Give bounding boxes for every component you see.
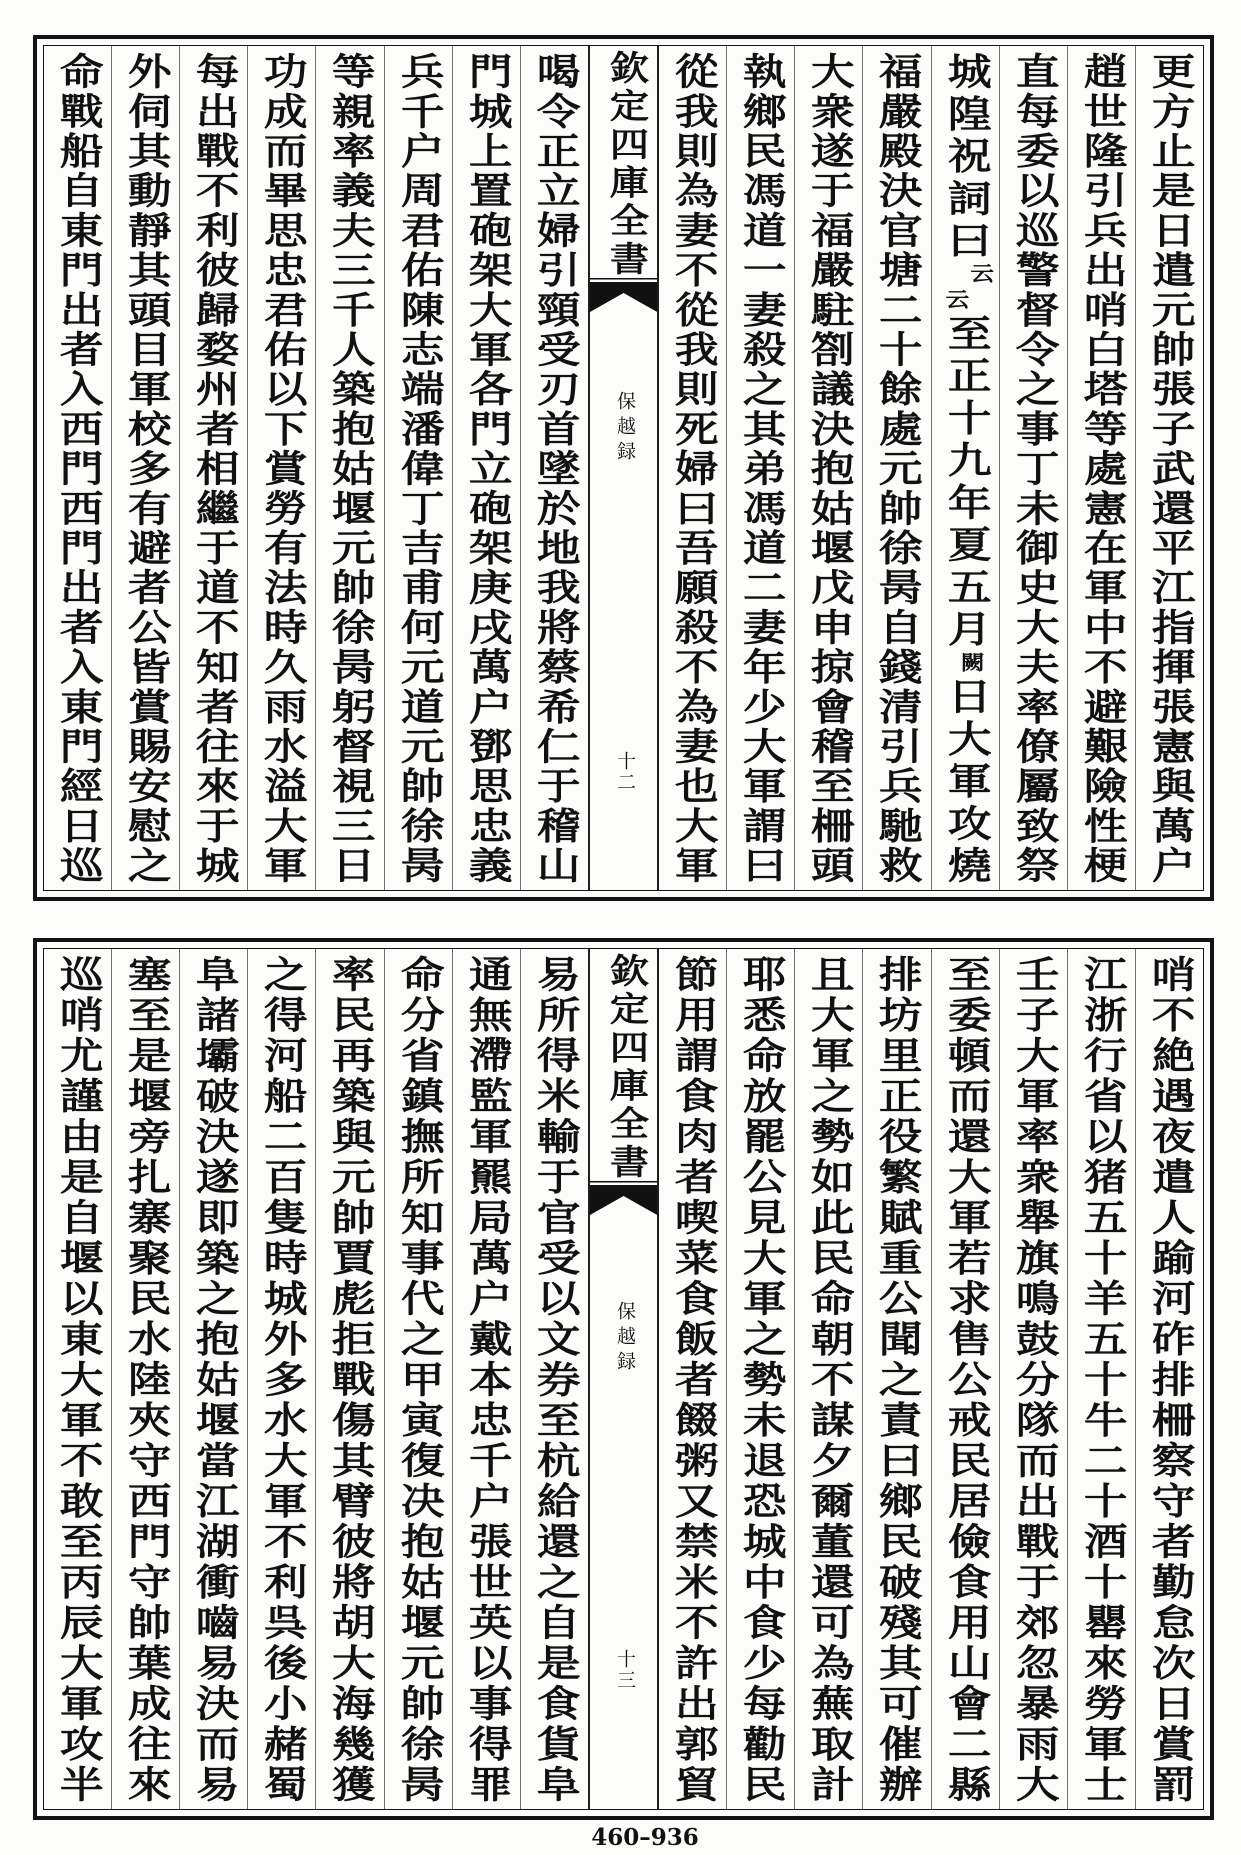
text-column [794, 949, 862, 1809]
column-text: 塞至是堰旁扎寨聚民水陸夾守西門守帥葉成往來 [120, 955, 173, 1803]
text-column [520, 949, 588, 1809]
column-text: 兵千户周君佑陳志端潘偉丁吉甫何元道元帥徐昺 [392, 52, 445, 884]
column-text: 江浙行省以猪五十羊五十牛二十酒十罌來勞軍士 [1076, 955, 1128, 1803]
text-column [452, 46, 520, 890]
column-text: 命分省鎮撫所知事代之甲寅復决抱姑堰元帥徐昺 [392, 955, 445, 1803]
column-grid [43, 45, 1204, 891]
column-text: 耶悉命放罷公見大軍之勢未退恐城中食少每勸民 [735, 955, 788, 1803]
fishtail-icon [590, 1181, 657, 1217]
text-column [726, 949, 794, 1809]
column-grid [43, 948, 1204, 1810]
text-column [111, 46, 179, 890]
fishtail-icon [590, 278, 657, 314]
text-column [862, 949, 930, 1809]
text-column [247, 949, 315, 1809]
column-text: 哨不絶遇夜遣人踰河砟排柵察守者勤怠次日賞罰 [1144, 955, 1197, 1803]
column-text: 阜諸壩破決遂即築之抱姑堰當江湖衝嚙易決而易 [188, 955, 241, 1803]
series-title: 欽定四庫全書 [602, 50, 649, 276]
folio-number: 十三 [614, 1649, 636, 1691]
text-column [931, 949, 999, 1809]
text-column [179, 46, 247, 890]
column-text: 每出戰不利彼歸婺州者相繼于道不知者往來于城 [188, 52, 241, 884]
column-text: 易所得米輸于官受以文券至杭給還之自是食貨阜 [529, 955, 581, 1803]
text-column [657, 46, 726, 890]
text-column [520, 46, 588, 890]
text-column [794, 46, 862, 890]
annotation-note: 云 [965, 263, 995, 289]
text-column [384, 46, 452, 890]
text-column [862, 46, 930, 890]
center-column [588, 949, 657, 1809]
column-text: 通無滯監軍羆局萬户戴本忠千户張世英以事得罪 [460, 955, 513, 1803]
column-text: 壬子大軍率衆舉旗鳴鼓分隊而出戰于郊忽暴雨大 [1007, 955, 1060, 1803]
text-column [931, 46, 999, 890]
text-column [999, 949, 1067, 1809]
column-text [931, 52, 999, 884]
column-text: 喝令正立婦引頸受刃首墜於地我將蔡希仁于稽山 [529, 52, 581, 884]
text-column [111, 949, 179, 1809]
text-column [1067, 949, 1135, 1809]
column-text: 外伺其動靜其頭目軍校多有避者公皆賞賜安慰之 [120, 52, 173, 884]
book-title: 保越録 [614, 1301, 636, 1376]
column-text: 執鄉民馮道一妻殺之其弟馮道二妻年少大軍謂曰 [735, 52, 788, 884]
column-text-segment: 日大軍攻燒 [939, 677, 992, 884]
page-number: 460–936 [591, 1824, 699, 1851]
column-text: 福嚴殿決官塘二十餘處元帥徐昺自錢清引兵馳救 [871, 52, 924, 884]
text-column [44, 46, 111, 890]
fishtail-ornament [590, 278, 657, 314]
text-column [247, 46, 315, 890]
folio-number: 十二 [614, 751, 636, 793]
text-column [44, 949, 111, 1809]
column-text: 直每委以巡警督令之事丁未御史大夫率僚屬致祭 [1007, 52, 1060, 884]
text-column [179, 949, 247, 1809]
column-text: 排坊里正役繁賦重公聞之責曰鄉民破殘其可催辦 [871, 955, 924, 1803]
column-text: 巡哨尤謹由是自堰以東大軍不敢至丙辰大軍攻半 [52, 955, 105, 1803]
column-text: 之得河船二百隻時城外多水大軍不利呉後小赭蜀 [256, 955, 309, 1803]
fishtail-ornament [590, 1181, 657, 1217]
center-column [588, 46, 657, 890]
text-column [999, 46, 1067, 890]
page-frame-top [33, 35, 1214, 901]
page-frame-bottom [33, 938, 1214, 1820]
column-text: 功成而畢思忠君佑以下賞勞有法時久雨水溢大軍 [256, 52, 309, 884]
series-title: 欽定四庫全書 [602, 953, 649, 1179]
column-text: 等親率義夫三千人築抱姑堰元帥徐昺躬督視三日 [324, 52, 377, 884]
text-column [657, 949, 726, 1809]
column-text: 節用謂食肉者喫菜食飯者餟粥又禁米不許出郭貿 [667, 955, 720, 1803]
column-text-segment: 城隍祝詞曰 [939, 52, 992, 264]
column-text: 門城上置砲架大軍各門立砲架庚戌萬户鄧思忠義 [460, 52, 513, 884]
column-text: 從我則為妻不從我則死婦曰吾願殺不為妻也大軍 [667, 52, 720, 884]
column-text: 且大軍之勢如此民命朝不謀夕爾董還可為蕪取計 [803, 955, 856, 1803]
column-text: 更方止是日遣元帥張子武還平江指揮張憲與萬户 [1144, 52, 1197, 884]
text-column [726, 46, 794, 890]
book-title: 保越録 [614, 391, 636, 466]
text-column [1135, 949, 1203, 1809]
text-column [315, 949, 383, 1809]
column-text: 命戰船自東門出者入西門西門出者入東門經日巡 [52, 52, 105, 884]
column-text: 大衆遂于福嚴駐劄議決抱姑堰戊申掠會稽至柵頭 [803, 52, 856, 884]
text-column [384, 949, 452, 1809]
column-text-segment: 至正十九年夏五月 [939, 313, 992, 652]
column-text: 率民再築與元帥賈彪拒戰傷其臂彼將胡大海幾獲 [324, 955, 377, 1803]
text-column [315, 46, 383, 890]
text-column [1135, 46, 1203, 890]
text-column [1067, 46, 1135, 890]
annotation-note: 云 [940, 288, 970, 314]
column-text: 至委頓而還大軍若求售公戒民居儉食用山會二縣 [939, 955, 992, 1803]
text-column [452, 949, 520, 1809]
column-text: 趙世隆引兵出哨白塔等處憲在軍中不避艱險性梗 [1076, 52, 1128, 884]
lacuna-mark: 闕 [956, 651, 985, 677]
